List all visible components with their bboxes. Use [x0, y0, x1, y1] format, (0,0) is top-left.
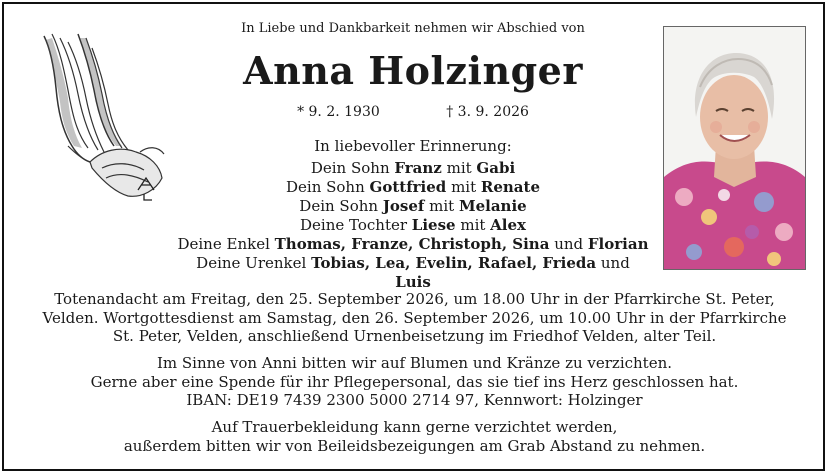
service-line: St. Peter, Velden, anschließend Urnenbeisetzung im Friedhof Velden, alter Teil.	[112, 327, 717, 345]
family-name: Florian	[587, 235, 649, 253]
family-row	[176, 254, 650, 292]
memory-line: In liebevoller Erinnerung:	[314, 137, 512, 155]
family-name: Luis	[395, 273, 431, 291]
closing-notice	[32, 418, 797, 455]
family-relation: Deine Tochter	[300, 216, 412, 234]
intro-text: In Liebe und Dankbarkeit nehmen wir Abschied von	[241, 21, 585, 36]
family-name: Josef	[382, 197, 425, 215]
family-relation: und	[549, 235, 588, 253]
family-name: Liese	[411, 216, 456, 234]
family-name: Gabi	[476, 159, 516, 177]
portrait-photo	[663, 26, 806, 270]
family-name: Melanie	[458, 197, 527, 215]
donation-notice	[32, 354, 797, 410]
family-relation: mit	[424, 197, 459, 215]
family-list	[176, 159, 650, 292]
family-name: Thomas, Franze, Christoph, Sina	[274, 235, 550, 253]
closing-line: außerdem bitten wir von Beileidsbezeigungen am Grab Abstand zu nehmen.	[123, 436, 706, 455]
family-relation: mit	[441, 159, 477, 177]
family-relation: Dein Sohn	[310, 159, 395, 177]
family-relation: Deine Urenkel	[196, 254, 312, 272]
service-notice	[32, 290, 797, 346]
family-name: Renate	[480, 178, 540, 196]
family-name: Gottfried	[369, 178, 447, 196]
family-row	[176, 197, 650, 216]
iban-line: IBAN: DE19 7439 2300 5000 2714 97, Kennwort: Holzinger	[186, 391, 643, 409]
service-line: Velden. Wortgottesdienst am Samstag, den 26. September 2026, um 10.00 Uhr in der Pfarrkirche	[42, 308, 787, 327]
praying-hands-image	[32, 28, 172, 213]
family-relation: Dein Sohn	[286, 178, 370, 196]
service-line: Totenandacht am Freitag, den 25. September 2026, um 18.00 Uhr in der Pfarrkirche St. Peter,	[54, 290, 775, 308]
family-row	[176, 178, 650, 197]
death-date: † 3. 9. 2026	[446, 104, 529, 120]
donation-line: Im Sinne von Anni bitten wir auf Blumen und Kränze zu verzichten.	[156, 354, 673, 372]
family-relation: mit	[446, 178, 481, 196]
family-relation: und	[596, 254, 630, 272]
family-relation: Deine Enkel	[177, 235, 275, 253]
family-row	[176, 159, 650, 178]
family-relation: mit	[455, 216, 491, 234]
family-name: Franz	[394, 159, 442, 177]
obituary-card	[2, 2, 825, 471]
family-relation: Dein Sohn	[299, 197, 383, 215]
life-dates	[176, 104, 650, 120]
family-row	[176, 235, 650, 254]
closing-line: Auf Trauerbekleidung kann gerne verzichtet werden,	[211, 418, 618, 436]
birth-date: * 9. 2. 1930	[297, 104, 380, 120]
donation-line: Gerne aber eine Spende für ihr Pflegepersonal, das sie tief ins Herz geschlossen hat.	[90, 372, 739, 391]
deceased-name: Anna Holzinger	[243, 48, 583, 93]
family-row	[176, 216, 650, 235]
family-name: Alex	[490, 216, 526, 234]
family-name: Tobias, Lea, Evelin, Rafael, Frieda	[311, 254, 597, 272]
